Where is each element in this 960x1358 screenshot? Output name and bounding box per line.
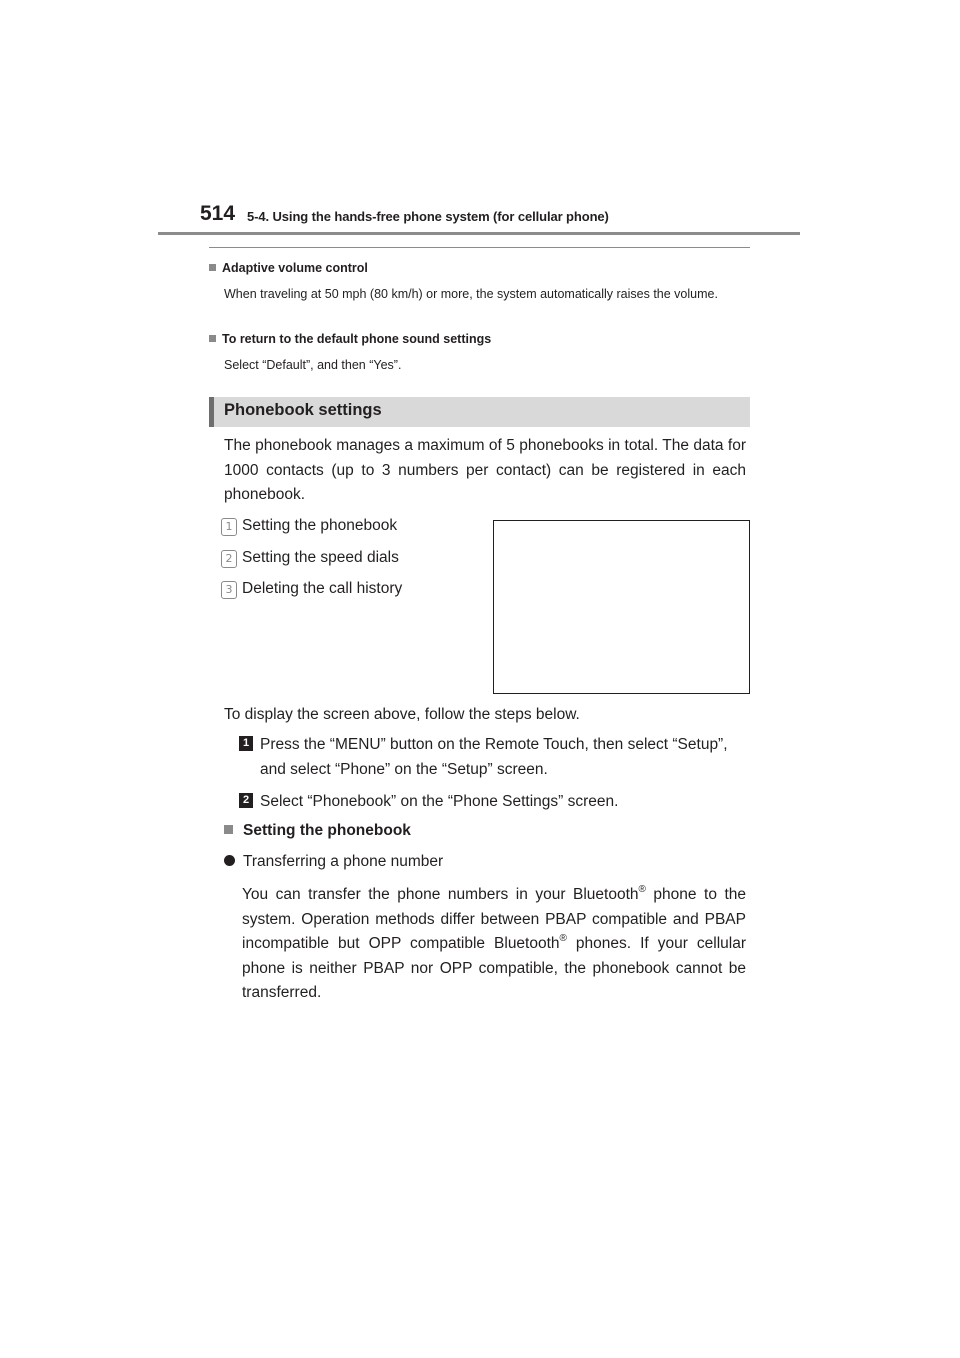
content-top-rule — [209, 247, 750, 248]
list-item-label: Setting the phonebook — [242, 517, 398, 534]
square-bullet-icon — [224, 825, 233, 834]
step-1 — [239, 733, 747, 782]
note-text-default-settings: Select “Default”, and then “Yes”. — [224, 358, 402, 372]
list-item-label: Deleting the call history — [242, 580, 403, 597]
screen-illustration-frame — [493, 520, 750, 694]
note-heading-default-settings: To return to the default phone sound settings — [209, 332, 491, 346]
list-item-label: Setting the speed dials — [242, 549, 399, 566]
callout-number-3: 3 — [221, 581, 237, 599]
section-title: Phonebook settings — [224, 401, 382, 419]
note-heading-adaptive-volume: Adaptive volume control — [209, 261, 368, 275]
page-number: 514 — [200, 202, 236, 225]
callout-number-1: 1 — [221, 518, 237, 536]
steps-intro: To display the screen above, follow the steps below. — [224, 706, 580, 723]
registered-mark: ® — [638, 884, 646, 895]
transfer-paragraph: You can transfer the phone numbers in your Bluetooth® phone to the system. Operation methods differ between PBAP compatible and PBAP incompatible but OPP compatible Bluetooth® phones. If your cellular phone is neither PBAP nor OPP compatible, the phonebook cannot be transferred. — [242, 884, 747, 1001]
subsection-heading: Setting the phonebook — [224, 822, 411, 840]
step-text: Select “Phonebook” on the “Phone Settings” screen. — [260, 793, 619, 810]
square-bullet-icon — [209, 335, 216, 342]
step-number-2: 2 — [239, 793, 253, 808]
running-header: 5-4. Using the hands-free phone system (for cellular phone) — [247, 209, 609, 224]
callout-number-2: 2 — [221, 550, 237, 568]
section-accent-bar — [209, 397, 214, 427]
note-text-adaptive-volume: When traveling at 50 mph (80 km/h) or more, the system automatically raises the volume. — [224, 287, 718, 301]
square-bullet-icon — [209, 264, 216, 271]
step-number-1: 1 — [239, 736, 253, 751]
registered-mark: ® — [559, 933, 567, 944]
section-header-phonebook-settings — [209, 397, 750, 427]
step-text: Press the “MENU” button on the Remote Touch, then select “Setup”, and select “Phone” on the “Setup” screen. — [260, 736, 728, 778]
step-2 — [239, 790, 747, 815]
header-rule — [158, 232, 800, 235]
round-bullet-icon — [224, 855, 235, 866]
section-intro: The phonebook manages a maximum of 5 phonebooks in total. The data for 1000 contacts (up to 3 numbers per contact) can be registered in each phonebook. — [224, 437, 746, 503]
bullet-item: Transferring a phone number — [224, 853, 443, 871]
